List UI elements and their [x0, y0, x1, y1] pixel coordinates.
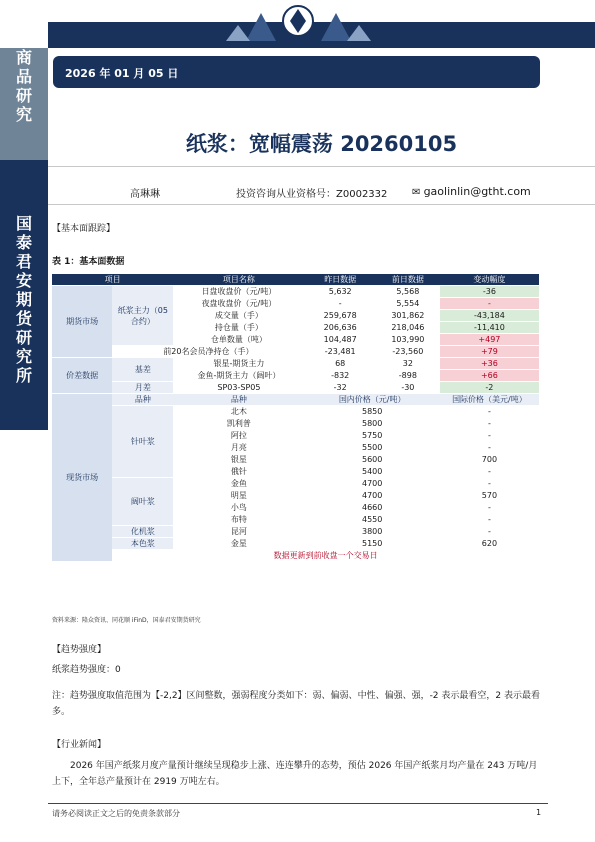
license-label [236, 185, 387, 200]
spot-domestic-price: 3800 [305, 526, 440, 538]
spot-brand: 明星 [173, 490, 304, 502]
spot-category-label: 化机浆 [112, 526, 173, 538]
spot-international-price: - [440, 442, 539, 454]
basis-label: 基差 [112, 358, 173, 382]
row-prev: 68 [305, 358, 376, 370]
spot-international-price: - [440, 478, 539, 490]
table-row [52, 478, 539, 490]
row-prev2: -30 [376, 382, 440, 394]
mail-icon: ✉ [412, 187, 421, 198]
row-prev: -23,481 [305, 346, 376, 358]
row-change: +66 [440, 370, 539, 382]
spot-brand: 北木 [173, 406, 304, 418]
row-prev: 259,678 [305, 310, 376, 322]
table-row [52, 346, 539, 358]
spot-international-price: 570 [440, 490, 539, 502]
side-banner [0, 0, 48, 842]
spot-domestic-price: 5750 [305, 430, 440, 442]
trend-strength: 纸浆趋势强度：0 [52, 665, 121, 675]
spot-header-row [52, 394, 539, 406]
row-change: +79 [440, 346, 539, 358]
main-contract-label: 纸浆主力（05合约） [112, 286, 173, 346]
row-prev2: 103,990 [376, 334, 440, 346]
side-label-research: 商 品 研 究 [15, 48, 32, 124]
row-prev: -832 [305, 370, 376, 382]
row-prev2: 5,568 [376, 286, 440, 298]
footer-disclaimer: 请务必阅读正文之后的免责条款部分 [52, 809, 180, 818]
spot-domestic-price: 4660 [305, 502, 440, 514]
table-note: 数据更新到前收盘一个交易日 [112, 550, 539, 562]
spot-brand: 凯利普 [173, 418, 304, 430]
group-label-spread: 价差数据 [52, 358, 112, 394]
spot-category-label: 本色浆 [112, 538, 173, 550]
row-prev2: 5,554 [376, 298, 440, 310]
news-text: 2026 年国产纸浆月度产量预计继续呈现稳步上涨、连连攀升的态势，预估 2026 年国产纸浆月均产量在 243 万吨/月上下，全年总产量预计在 2919 万吨左右。 [52, 761, 538, 787]
spot-brand: 阿拉 [173, 430, 304, 442]
row-change: +36 [440, 358, 539, 370]
company-logo-icon [216, 3, 381, 43]
row-prev: 104,487 [305, 334, 376, 346]
section-fundamentals: 【基本面跟踪】 [52, 224, 116, 234]
col-header-name: 项目名称 [173, 274, 304, 286]
spot-brand: 金星 [173, 538, 304, 550]
spot-category-label: 阔叶浆 [112, 478, 173, 526]
month-spread-label: 月差 [112, 382, 173, 394]
spot-brand: 金鱼 [173, 478, 304, 490]
row-prev2: 218,046 [376, 322, 440, 334]
row-change: +497 [440, 334, 539, 346]
spot-col-domestic: 国内价格（元/吨） [305, 394, 440, 406]
row-change: -11,410 [440, 322, 539, 334]
spot-brand: 小鸟 [173, 502, 304, 514]
footer-divider [48, 803, 548, 804]
date-bar [53, 56, 540, 88]
license-label-text: 投资咨询从业资格号： [236, 189, 336, 200]
row-prev: -32 [305, 382, 376, 394]
spot-international-price: 620 [440, 538, 539, 550]
spot-domestic-price: 5600 [305, 454, 440, 466]
row-prev2: -23,560 [376, 346, 440, 358]
row-prev2: -898 [376, 370, 440, 382]
group-label-futures: 期货市场 [52, 286, 112, 358]
spot-international-price: - [440, 418, 539, 430]
section-trend: 【趋势强度】 [52, 645, 107, 655]
table-row [52, 358, 539, 370]
spot-col-variety: 品种 [173, 394, 304, 406]
email-text[interactable]: gaolinlin@gtht.com [423, 185, 531, 198]
row-change: -43,184 [440, 310, 539, 322]
page-title: 纸浆：宽幅震荡 20260105 [185, 132, 458, 156]
spot-brand: 俄针 [173, 466, 304, 478]
divider [48, 204, 595, 205]
table-header-row [52, 274, 539, 286]
table-row [52, 286, 539, 298]
row-prev: - [305, 298, 376, 310]
row-name: 前20名会员净持仓（手） [112, 346, 304, 358]
spot-domestic-price: 5400 [305, 466, 440, 478]
spot-international-price: - [440, 406, 539, 418]
table-row [52, 538, 539, 550]
spot-international-price: - [440, 502, 539, 514]
row-name: 银星-期货主力 [173, 358, 304, 370]
spot-brand: 昆河 [173, 526, 304, 538]
spot-international-price: - [440, 466, 539, 478]
table-row [52, 406, 539, 418]
table-row [52, 526, 539, 538]
spot-domestic-price: 4550 [305, 514, 440, 526]
spot-col-international: 国际价格（美元/吨） [440, 394, 539, 406]
row-name: 夜盘收盘价（元/吨） [173, 298, 304, 310]
section-news: 【行业新闻】 [52, 740, 107, 750]
side-label-institute: 国 泰 君 安 期 货 研 究 所 [15, 214, 32, 385]
row-change: - [440, 298, 539, 310]
table-row [52, 382, 539, 394]
row-prev: 206,636 [305, 322, 376, 334]
author-name: 高琳琳 [130, 189, 160, 200]
spot-domestic-price: 5850 [305, 406, 440, 418]
license-number: Z0002332 [336, 189, 388, 200]
spot-domestic-price: 5150 [305, 538, 440, 550]
row-change: -36 [440, 286, 539, 298]
table-note-row [52, 550, 539, 562]
spot-international-price: - [440, 514, 539, 526]
report-date: 2026 年 01 月 05 日 [65, 67, 179, 80]
spot-domestic-price: 4700 [305, 478, 440, 490]
spot-brand: 月亮 [173, 442, 304, 454]
author-email[interactable] [412, 185, 531, 198]
top-header [0, 0, 595, 48]
col-header-change: 变动幅度 [440, 274, 539, 286]
spot-category-label: 针叶浆 [112, 406, 173, 478]
row-prev2: 301,862 [376, 310, 440, 322]
col-header-prev: 昨日数据 [305, 274, 376, 286]
row-change: -2 [440, 382, 539, 394]
row-prev2: 32 [376, 358, 440, 370]
col-header-item: 项目 [52, 274, 173, 286]
variety-label: 品种 [112, 394, 173, 406]
spot-brand: 银星 [173, 454, 304, 466]
row-name: 持仓量（手） [173, 322, 304, 334]
data-source: 资料来源：隆众资讯、同花顺 iFinD，国泰君安期货研究 [52, 617, 201, 624]
spot-international-price: - [440, 526, 539, 538]
divider [48, 166, 595, 167]
row-name: 日盘收盘价（元/吨） [173, 286, 304, 298]
spot-domestic-price: 4700 [305, 490, 440, 502]
spot-international-price: - [440, 430, 539, 442]
page-number: 1 [536, 808, 542, 817]
row-name: 仓单数量（吨） [173, 334, 304, 346]
spot-domestic-price: 5800 [305, 418, 440, 430]
spot-domestic-price: 5500 [305, 442, 440, 454]
trend-note: 注：趋势强度取值范围为【-2,2】区间整数，强弱程度分类如下：弱、偏弱、中性、偏强、强，-2 表示最看空，2 表示最看多。 [52, 691, 540, 717]
row-name: 成交量（手） [173, 310, 304, 322]
spot-international-price: 700 [440, 454, 539, 466]
fundamentals-table [52, 274, 539, 562]
table-caption: 表 1：基本面数据 [52, 257, 125, 267]
group-label-spot: 现货市场 [52, 394, 112, 562]
row-name: SP03-SP05 [173, 382, 304, 394]
spot-brand: 布特 [173, 514, 304, 526]
row-name: 金鱼-期货主力（阔叶） [173, 370, 304, 382]
row-prev: 5,632 [305, 286, 376, 298]
col-header-prev2: 前日数据 [376, 274, 440, 286]
